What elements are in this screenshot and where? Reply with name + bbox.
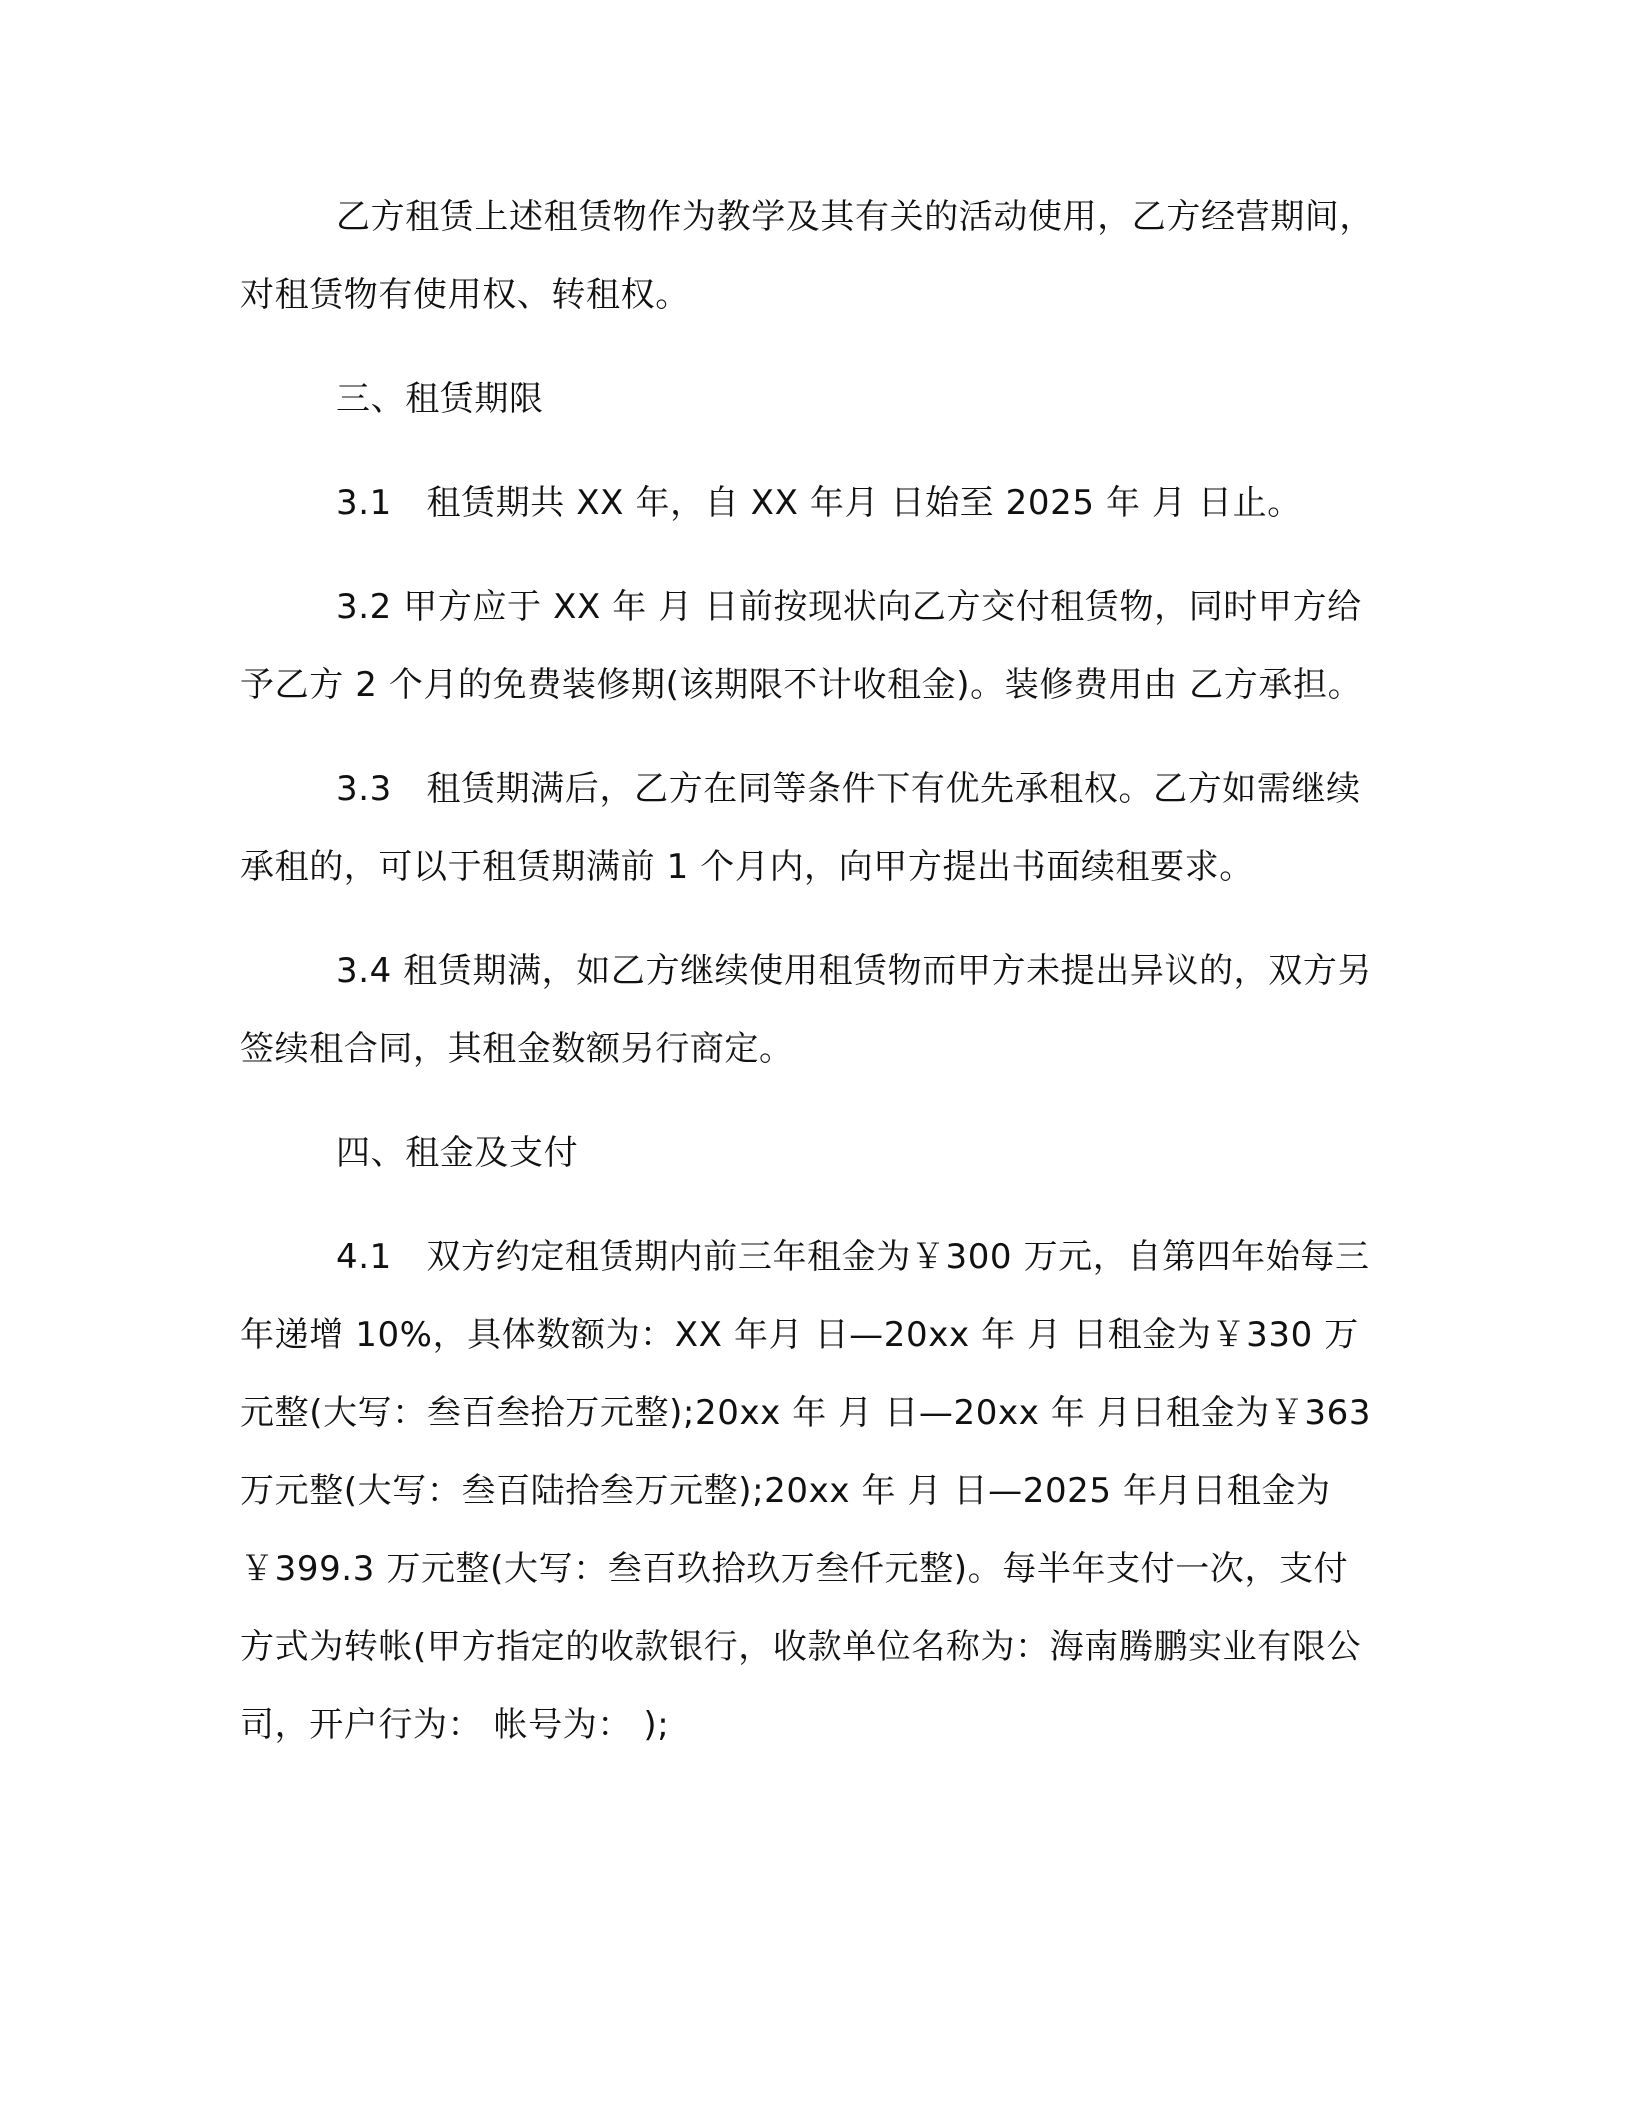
- clause-3-1: 3.1 租赁期共 XX 年，自 XX 年月 日始至 2025 年 月 日止。: [336, 483, 1302, 523]
- section-heading-rent-payment: 四、租金及支付: [336, 1133, 579, 1173]
- clause-3-2: 3.2 甲方应于 XX 年 月 日前按现状向乙方交付租赁物，同时甲方给予乙方 2 个月的免费装修期(该期限不计收租金)。装修费用由 乙方承担。: [240, 587, 1363, 705]
- clause-3-4: 3.4 租赁期满，如乙方继续使用租赁物而甲方未提出异议的，双方另签续租合同，其租金数额另行商定。: [240, 951, 1373, 1069]
- clause-4-1: 4.1 双方约定租赁期内前三年租金为￥300 万元，自第四年始每三年递增 10%，具体数额为：XX 年月 日—20xx 年 月 日租金为￥330 万元整(大写：叁百叁拾万元整);20xx 年 月 日—20xx 年 月日租金为￥363 万元整(大写：叁百陆拾叁万元整);20xx 年 月 日—2025 年月日租金为￥399.3 万元整(大写：叁百玖拾玖万叁仟元整)。每半年支付一次，支付方式为转帐(甲方指定的收款银行，收款单位名称为：海南腾鹏实业有限公司，开户行为： 帐号为： );: [240, 1237, 1372, 1745]
- document-body: [240, 178, 1380, 1764]
- paragraph-usage: 乙方租赁上述租赁物作为教学及其有关的活动使用，乙方经营期间，对租赁物有使用权、转租权。: [240, 197, 1374, 315]
- clause-3-3: 3.3 租赁期满后，乙方在同等条件下有优先承租权。乙方如需继续承租的，可以于租赁期满前 1 个月内，向甲方提出书面续租要求。: [240, 769, 1361, 887]
- section-heading-lease-term: 三、租赁期限: [336, 379, 544, 419]
